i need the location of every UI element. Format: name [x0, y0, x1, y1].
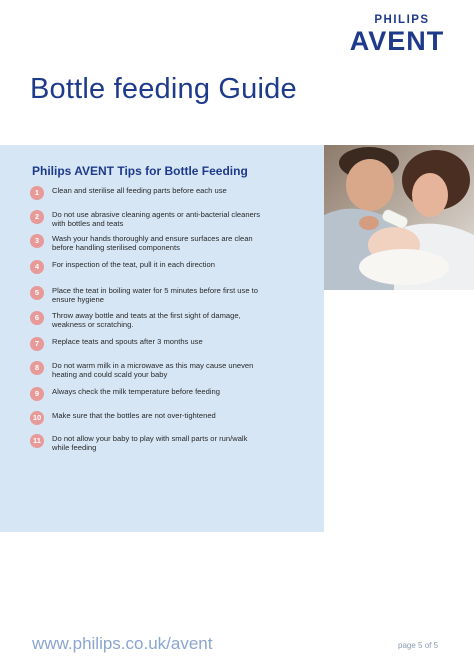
tip-number-badge: 8 [30, 361, 44, 375]
tip-number-badge: 6 [30, 311, 44, 325]
tip-number-badge: 1 [30, 186, 44, 200]
tip-text [52, 434, 314, 453]
tip-text [52, 411, 314, 420]
tip-text-line: Always check the milk temperature before feeding [52, 387, 220, 396]
tip-text [52, 361, 314, 380]
tip-text-line: For inspection of the teat, pull it in each direction [52, 260, 215, 269]
photo-illustration [324, 145, 474, 290]
tip-text-line: heating and could scald your baby [52, 370, 168, 380]
tip-text-line: Throw away bottle and teats at the first sight of damage, [52, 311, 241, 320]
tip-number-badge: 2 [30, 210, 44, 224]
tip-text [52, 387, 314, 396]
tips-panel-title: Philips AVENT Tips for Bottle Feeding [32, 164, 248, 178]
logo-product: AVENT [349, 26, 445, 56]
tip-text-line: Do not allow your baby to play with small parts or run/walk [52, 434, 248, 443]
tip-number-badge: 9 [30, 387, 44, 401]
tip-text-line: Clean and sterilise all feeding parts before each use [52, 186, 227, 195]
tip-number-badge: 11 [30, 434, 44, 448]
tip-text [52, 260, 314, 269]
tip-text-line: Place the teat in boiling water for 5 minutes before first use to [52, 286, 258, 295]
tips-panel [0, 145, 324, 532]
tip-number-badge: 3 [30, 234, 44, 248]
tip-text [52, 286, 314, 305]
tip-number-badge: 7 [30, 337, 44, 351]
tip-text [52, 210, 314, 229]
tip-text-line: weakness or scratching. [52, 320, 134, 330]
tip-text-line: while feeding [52, 443, 97, 453]
tip-text-line: before handling sterilised components [52, 243, 180, 253]
philips-avent-logo [342, 14, 452, 56]
tip-text-line: with bottles and teats [52, 219, 124, 229]
tip-text-line: ensure hygiene [52, 295, 104, 305]
tip-number-badge: 5 [30, 286, 44, 300]
tip-text [52, 234, 314, 253]
tip-text [52, 337, 314, 346]
page-title: Bottle feeding Guide [30, 73, 297, 105]
tip-text-line: Replace teats and spouts after 3 months use [52, 337, 203, 346]
tip-number-badge: 4 [30, 260, 44, 274]
tip-text-line: Do not use abrasive cleaning agents or anti-bacterial cleaners [52, 210, 261, 219]
page-number: page 5 of 5 [398, 641, 439, 650]
parents-feeding-baby-photo [324, 145, 474, 290]
tip-text-line: Wash your hands thoroughly and ensure surfaces are clean [52, 234, 253, 243]
tip-text [52, 311, 314, 330]
tip-text-line: Make sure that the bottles are not over-tightened [52, 411, 216, 420]
footer-url: www.philips.co.uk/avent [32, 634, 213, 653]
logo-brand: PHILIPS [374, 14, 430, 26]
tip-number-badge: 10 [30, 411, 44, 425]
tip-text-line: Do not warm milk in a microwave as this may cause uneven [52, 361, 254, 370]
tip-text [52, 186, 314, 195]
